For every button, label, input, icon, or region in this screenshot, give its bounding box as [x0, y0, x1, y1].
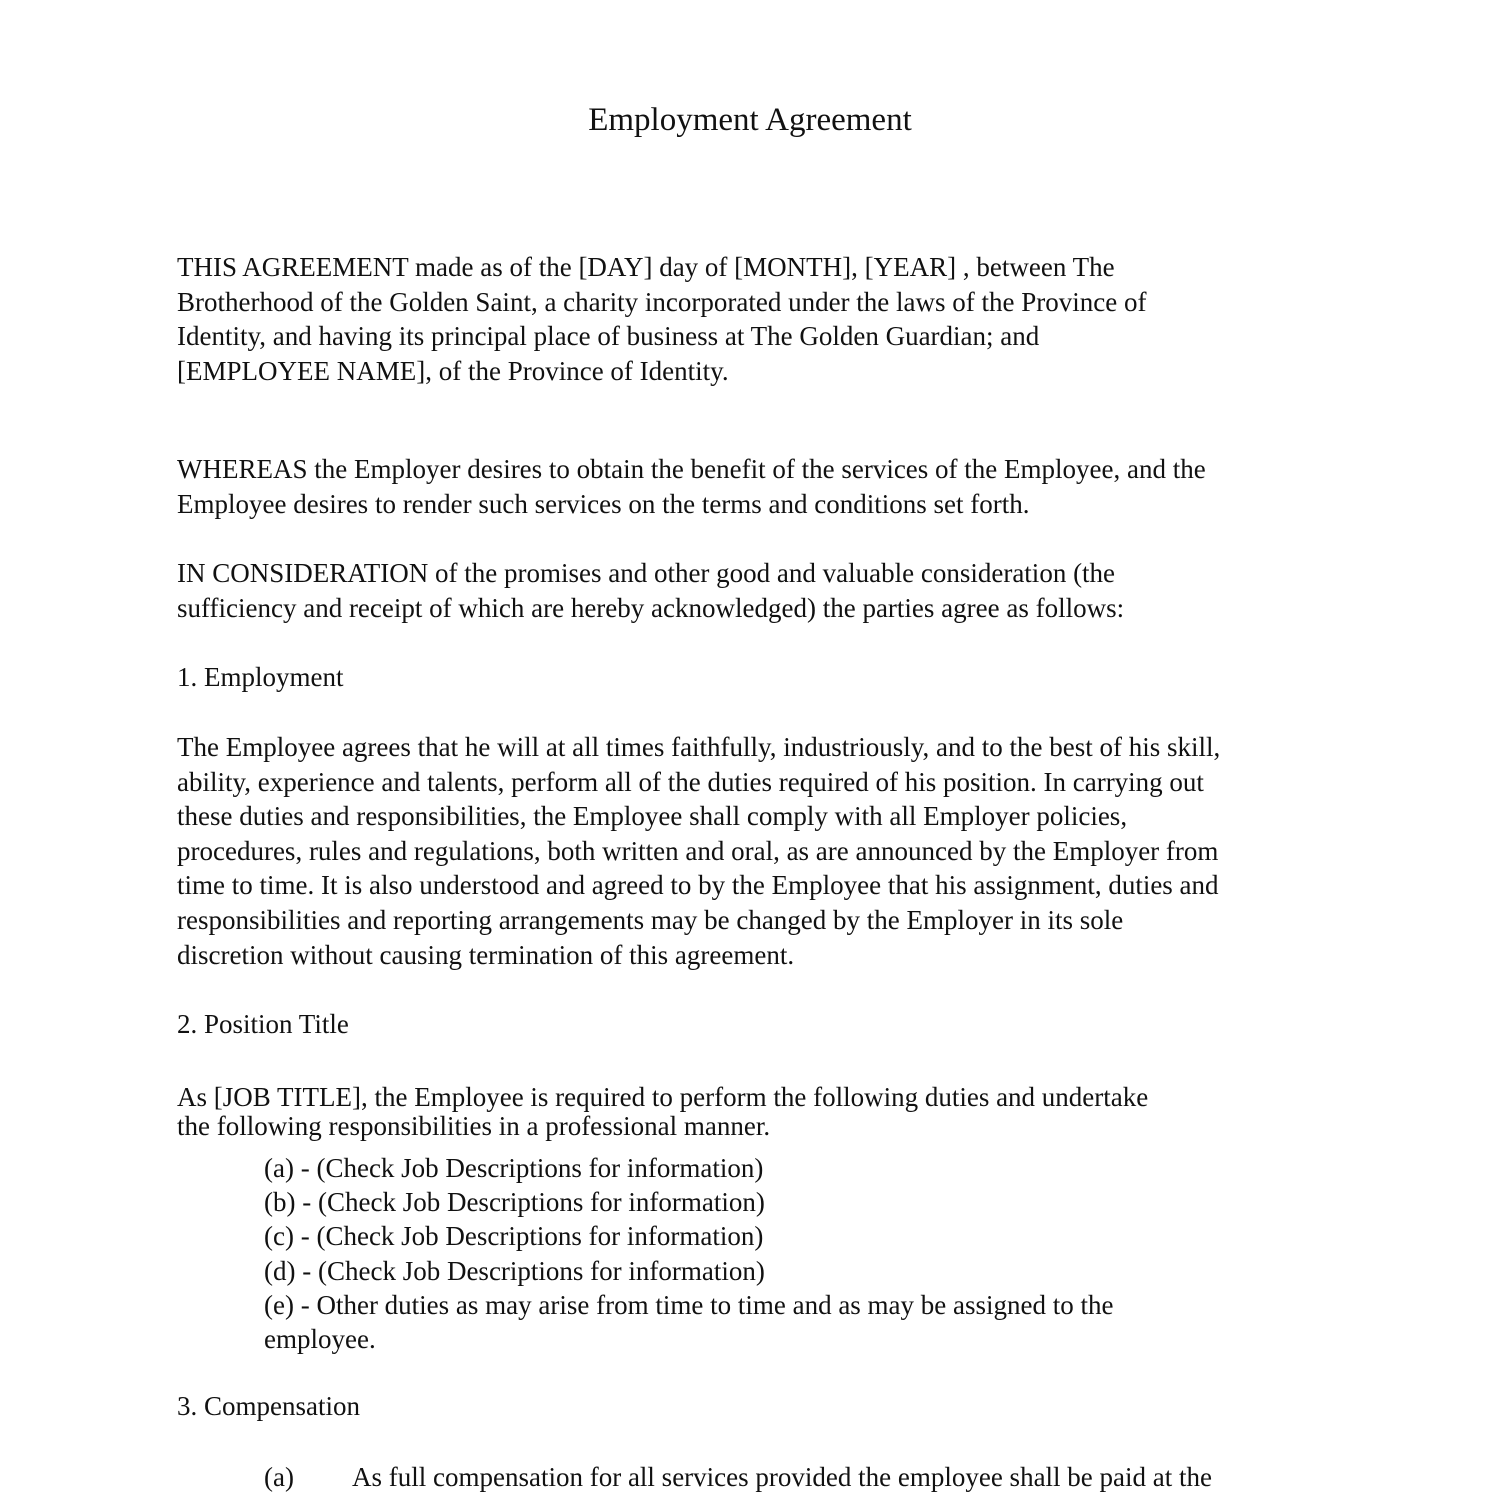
text-line: these duties and responsibilities, the Employee shall comply with all Employer policies,	[177, 801, 1128, 832]
consideration-paragraph	[177, 556, 1327, 625]
list-item: (c) - (Check Job Descriptions for information)	[264, 1221, 764, 1252]
list-item: (e) - Other duties as may arise from time to time and as may be assigned to the	[264, 1289, 1114, 1320]
employment-paragraph	[177, 730, 1327, 972]
text-line: [EMPLOYEE NAME], of the Province of Identity.	[177, 355, 729, 386]
whereas-paragraph	[177, 452, 1327, 521]
intro-paragraph	[177, 250, 1327, 388]
compensation-item	[264, 1460, 1212, 1494]
text-line: sufficiency and receipt of which are hereby acknowledged) the parties agree as follows:	[177, 592, 1125, 623]
text-line: discretion without causing termination of this agreement.	[177, 939, 795, 970]
text-line: THIS AGREEMENT made as of the [DAY] day of [MONTH], [YEAR] , between The	[177, 252, 1115, 282]
text-line: the following responsibilities in a professional manner.	[177, 1111, 771, 1141]
item-text: As full compensation for all services provided the employee shall be paid at the	[352, 1462, 1212, 1492]
section-heading-compensation: 3. Compensation	[177, 1391, 360, 1421]
section-heading-position-title: 2. Position Title	[177, 1009, 349, 1039]
text-line: Brotherhood of the Golden Saint, a charity incorporated under the laws of the Province of	[177, 286, 1147, 317]
list-item: (d) - (Check Job Descriptions for information)	[264, 1255, 765, 1286]
text-line: WHEREAS the Employer desires to obtain the benefit of the services of the Employee, and the	[177, 454, 1206, 484]
list-item: (a) - (Check Job Descriptions for information)	[264, 1153, 764, 1183]
text-line: Employee desires to render such services on the terms and conditions set forth.	[177, 488, 1030, 519]
text-line: As [JOB TITLE], the Employee is required to perform the following duties and undertake	[177, 1082, 1149, 1112]
text-line: Identity, and having its principal place of business at The Golden Guardian; and	[177, 321, 1040, 352]
text-line: IN CONSIDERATION of the promises and other good and valuable consideration (the	[177, 558, 1116, 588]
section-heading-employment: 1. Employment	[177, 662, 344, 692]
list-item: employee.	[264, 1324, 376, 1355]
text-line: The Employee agrees that he will at all times faithfully, industriously, and to the best of his skill,	[177, 732, 1221, 762]
list-item: (b) - (Check Job Descriptions for information)	[264, 1187, 765, 1218]
item-label: (a)	[264, 1462, 294, 1492]
text-line: responsibilities and reporting arrangements may be changed by the Employer in its sole	[177, 904, 1124, 935]
text-line: procedures, rules and regulations, both written and oral, as are announced by the Employer from	[177, 835, 1219, 866]
document-title: Employment Agreement	[588, 102, 912, 138]
position-paragraph	[177, 1083, 1327, 1141]
text-line: time to time. It is also understood and agreed to by the Employee that his assignment, duties and	[177, 870, 1219, 901]
text-line: ability, experience and talents, perform all of the duties required of his position. In carrying out	[177, 766, 1204, 797]
duties-list	[264, 1151, 1114, 1356]
